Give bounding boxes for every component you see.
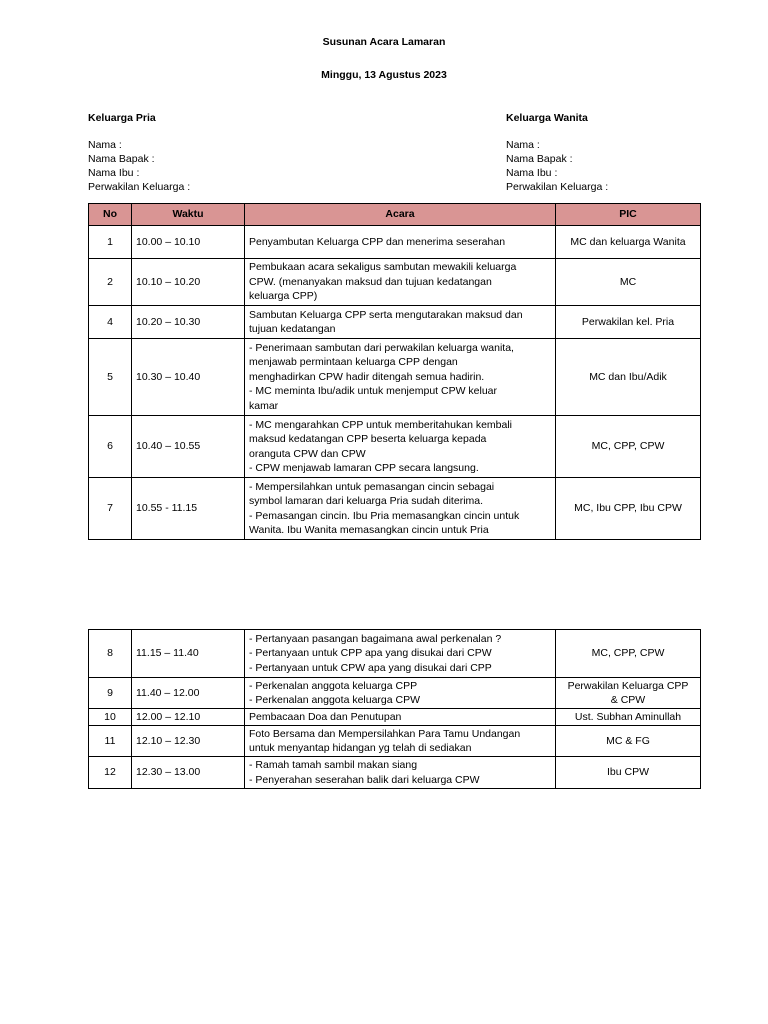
activity-line: maksud kedatangan CPP beserta keluarga kepada [249, 433, 487, 445]
cell-no: 7 [89, 478, 132, 540]
cell-no: 5 [89, 339, 132, 416]
col-header-no: No [89, 204, 132, 226]
cell-time: 10.55 - 11.15 [132, 478, 245, 540]
activity-line: Sambutan Keluarga CPP serta mengutarakan maksud dan [249, 308, 523, 321]
family-pria-field: Perwakilan Keluarga : [88, 181, 191, 193]
cell-time: 11.15 – 11.40 [132, 630, 245, 678]
cell-time: 10.30 – 10.40 [132, 339, 245, 416]
cell-activity [245, 226, 556, 259]
col-header-pic: PIC [556, 204, 701, 226]
family-wanita-section [506, 112, 608, 194]
cell-no: 8 [89, 630, 132, 678]
activity-line: - Perkenalan anggota keluarga CPP [249, 679, 418, 692]
cell-no: 1 [89, 226, 132, 259]
event-date: Minggu, 13 Agustus 2023 [321, 69, 447, 81]
cell-time: 12.00 – 12.10 [132, 709, 245, 726]
activity-line: - Perkenalan anggota keluarga CPW [249, 694, 421, 706]
table-row [89, 259, 701, 306]
family-pria-section [88, 112, 190, 194]
cell-activity [245, 709, 556, 726]
cell-no: 12 [89, 757, 132, 789]
table-row [89, 226, 701, 259]
cell-activity [245, 678, 556, 709]
pic-line: & CPW [610, 694, 646, 706]
pic-line: MC [619, 275, 637, 288]
table-header-row [89, 204, 701, 226]
schedule-body-page2 [89, 630, 701, 789]
activity-line: Pembukaan acara sekaligus sambutan mewakili keluarga [249, 261, 517, 274]
activity-line: oranguta CPW dan CPW [249, 447, 366, 460]
cell-pic [556, 416, 701, 478]
family-wanita-field: Nama : [506, 139, 540, 151]
table-row [89, 306, 701, 339]
cell-pic [556, 306, 701, 339]
cell-pic [556, 726, 701, 757]
col-header-time: Waktu [132, 204, 245, 226]
family-wanita-field: Nama Bapak : [506, 153, 573, 165]
table-row [89, 630, 701, 678]
pic-line: MC, Ibu CPP, Ibu CPW [574, 502, 682, 515]
family-wanita-field: Nama Ibu : [506, 167, 558, 179]
activity-line: menjawab permintaan keluarga CPP dengan [249, 356, 458, 369]
pic-line: Perwakilan kel. Pria [581, 315, 675, 328]
cell-no: 9 [89, 678, 132, 709]
activity-line: menghadirkan CPW hadir ditengah semua hadirin. [249, 370, 485, 383]
cell-activity [245, 630, 556, 678]
cell-pic [556, 678, 701, 709]
activity-line: keluarga CPP) [249, 290, 318, 303]
cell-time: 12.30 – 13.00 [132, 757, 245, 789]
cell-no: 10 [89, 709, 132, 726]
family-pria-field: Nama : [88, 139, 122, 151]
cell-activity [245, 726, 556, 757]
cell-activity [245, 339, 556, 416]
activity-line: - Penerimaan sambutan dari perwakilan keluarga wanita, [249, 341, 514, 354]
activity-line: - Ramah tamah sambil makan siang [249, 759, 418, 771]
activity-line: Pembacaan Doa dan Penutupan [249, 710, 402, 723]
activity-line: Penyambutan Keluarga CPP dan menerima seserahan [249, 235, 506, 248]
pic-line: Perwakilan Keluarga CPP [567, 679, 689, 692]
table-row [89, 678, 701, 709]
activity-line: - Penyerahan seserahan balik dari keluarga CPW [249, 773, 480, 786]
cell-no: 6 [89, 416, 132, 478]
pic-line: MC dan keluarga Wanita [570, 235, 686, 248]
cell-time: 11.40 – 12.00 [132, 678, 245, 709]
activity-line: Foto Bersama dan Mempersilahkan Para Tamu Undangan [249, 727, 521, 740]
cell-activity [245, 306, 556, 339]
activity-line: - Mempersilahkan untuk pemasangan cincin sebagai [249, 480, 495, 493]
activity-line: untuk menyantap hidangan yg telah di sediakan [249, 742, 472, 754]
col-header-activity: Acara [245, 204, 556, 226]
cell-time: 10.20 – 10.30 [132, 306, 245, 339]
pic-line: MC dan Ibu/Adik [589, 370, 667, 383]
family-pria-heading: Keluarga Pria [88, 112, 156, 124]
family-pria-field: Nama Bapak : [88, 153, 155, 165]
pic-line: Ust. Subhan Aminullah [574, 710, 682, 723]
family-wanita-field: Perwakilan Keluarga : [506, 181, 609, 193]
family-pria-field: Nama Ibu : [88, 167, 140, 179]
cell-activity [245, 478, 556, 540]
pic-line: MC, CPP, CPW [591, 647, 665, 660]
cell-no: 2 [89, 259, 132, 306]
activity-line: - Pertanyaan untuk CPP apa yang disukai dari CPW [249, 647, 492, 660]
activity-line: Wanita. Ibu Wanita memasangkan cincin untuk Pria [249, 524, 489, 536]
cell-pic [556, 259, 701, 306]
cell-pic [556, 630, 701, 678]
schedule-table-page2 [88, 629, 701, 789]
family-wanita-heading: Keluarga Wanita [506, 112, 588, 124]
cell-time: 10.00 – 10.10 [132, 226, 245, 259]
cell-pic [556, 339, 701, 416]
cell-time: 10.10 – 10.20 [132, 259, 245, 306]
cell-activity [245, 259, 556, 306]
cell-activity [245, 416, 556, 478]
activity-line: - MC meminta Ibu/adik untuk menjemput CPW keluar [249, 385, 498, 398]
cell-time: 12.10 – 12.30 [132, 726, 245, 757]
cell-activity [245, 757, 556, 789]
table-row [89, 478, 701, 540]
activity-line: - CPW menjawab lamaran CPP secara langsung. [249, 462, 479, 474]
table-row [89, 709, 701, 726]
cell-pic [556, 709, 701, 726]
cell-time: 10.40 – 10.55 [132, 416, 245, 478]
table-row [89, 339, 701, 416]
cell-no: 11 [89, 726, 132, 757]
activity-line: CPW. (menanyakan maksud dan tujuan kedatangan [249, 275, 492, 288]
cell-pic [556, 757, 701, 789]
pic-line: Ibu CPW [606, 766, 649, 779]
cell-no: 4 [89, 306, 132, 339]
pic-line: MC, CPP, CPW [591, 440, 665, 453]
schedule-body-page1 [89, 226, 701, 540]
table-row [89, 416, 701, 478]
activity-line: - MC mengarahkan CPP untuk memberitahukan kembali [249, 418, 513, 431]
activity-line: symbol lamaran dari keluarga Pria sudah diterima. [249, 495, 484, 507]
schedule-table-page1 [88, 203, 701, 540]
activity-line: - Pertanyaan untuk CPW apa yang disukai dari CPP [249, 661, 492, 674]
table-row [89, 757, 701, 789]
activity-line: tujuan kedatangan [249, 323, 336, 335]
cell-pic [556, 478, 701, 540]
pic-line: MC & FG [606, 734, 650, 747]
activity-line: - Pertanyaan pasangan bagaimana awal perkenalan ? [249, 632, 502, 645]
document-title: Susunan Acara Lamaran [322, 36, 446, 48]
activity-line: kamar [249, 399, 279, 412]
activity-line: - Pemasangan cincin. Ibu Pria memasangkan cincin untuk [249, 509, 520, 522]
cell-pic [556, 226, 701, 259]
table-row [89, 726, 701, 757]
